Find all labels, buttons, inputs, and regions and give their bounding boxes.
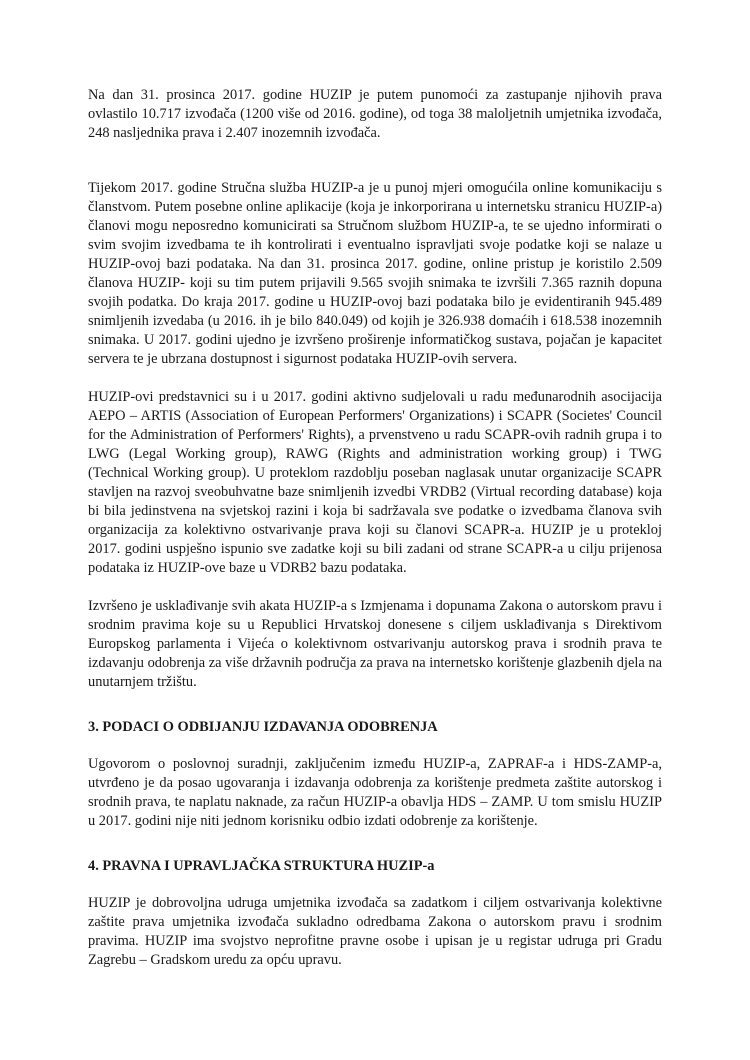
section-3-heading: 3. PODACI O ODBIJANJU IZDAVANJA ODOBRENJA [88,719,438,735]
section-4-paragraph: HUZIP je dobrovoljna udruga umjetnika izvođača sa zadatkom i ciljem ostvarivanja kolektivne zaštite prava umjetnika izvođača sukladno odredbama Zakona o autorskom pravu i srodnim pravima. HUZIP ima svojstvo neprofitne pravne osobe i upisan je u registar udruga pri Gradu Zagrebu – Gradskom uredu za opću upravu. [88,895,662,968]
section-3-paragraph: Ugovorom o poslovnoj suradnji, zaključenim između HUZIP-a, ZAPRAF-a i HDS-ZAMP-a, utvrđeno je da posao ugovaranja i izdavanja odobrenja za korištenje predmeta zaštite autorskog i srodnih prava, te naplatu naknade, za račun HUZIP-a obavlja HDS – ZAMP. U tom smislu HUZIP u 2017. godini nije niti jednom korisniku odbio izdati odobrenje za korištenje. [88,756,662,829]
paragraph-authorizations: Na dan 31. prosinca 2017. godine HUZIP je putem punomoći za zastupanje njihovih prava ovlastilo 10.717 izvođača (1200 više od 2016. godine), od toga 38 maloljetnih umjetnika izvođača, 248 nasljednika prava i 2.407 inozemnih izvođača. [88,87,662,141]
paragraph-international-associations: HUZIP-ovi predstavnici su i u 2017. godini aktivno sudjelovali u radu međunarodnih asocijacija AEPO – ARTIS (Association of European Performers' Organizations) i SCAPR (Societes' Council for the Administration of Performers' Rights), a prvenstveno u radu SCAPR-ovih radnih grupa i to LWG (Legal Working group), RAWG (Rights and administration working group) i TWG (Technical Working group). U proteklom razdoblju poseban naglasak unutar organizacije SCAPR stavljen na razvoj sveobuhvatne baze snimljenih izvedbi VRDB2 (Virtual recording database) koja bi bila jedinstvena na svjetskoj razini i koja bi sadržavala sve podatke o izvedbama članova svih organizacija za kolektivno ostvarivanje prava koji su članovi SCAPR-a. HUZIP je u protekloj 2017. godini uspješno ispunio sve zadatke koji su bili zadani od strane SCAPR-a u cilju prijenosa podataka iz HUZIP-ove baze u VDRB2 bazu podataka. [88,389,662,576]
document-page [88,86,662,970]
paragraph-legal-harmonization: Izvršeno je usklađivanje svih akata HUZIP-a s Izmjenama i dopunama Zakona o autorskom pravu i srodnim pravima koje su u Republici Hrvatskoj donesene s ciljem usklađivanja s Direktivom Europskog parlamenta i Vijeća o kolektivnom ostvarivanju autorskog prava i srodnih prava te izdavanju odobrenja za više državnih područja za prava na internetsko korištenje glazbenih djela na unutarnjem tržištu. [88,598,662,690]
paragraph-online-communication: Tijekom 2017. godine Stručna služba HUZIP-a je u punoj mjeri omogućila online komunikaciju s članstvom. Putem posebne online aplikacije (koja je inkorporirana u internetsku stranicu HUZIP-a) članovi mogu neposredno komunicirati sa Stručnom službom HUZIP-a, te se ujedno informirati o svim svojim izvedbama te ih kontrolirati i eventualno ispravljati svoje podatke koji se nalaze u HUZIP-ovoj bazi podataka. Na dan 31. prosinca 2017. godine, online pristup je koristilo 2.509 članova HUZIP- koji su tim putem prijavili 9.565 svojih snimaka te izvršili 7.365 raznih dopuna svojih podatka. Do kraja 2017. godine u HUZIP-ovoj bazi podataka bilo je evidentiranih 945.489 snimljenih izvedaba (u 2016. ih je bilo 840.049) od kojih je 326.938 domaćih i 618.538 inozemnih snimaka. U 2017. godini ujedno je izvršeno proširenje informatičkog sustava, pojačan je kapacitet servera te je ubrzana dostupnost i sigurnost podataka HUZIP-ovih servera. [88,180,662,367]
section-4-heading: 4. PRAVNA I UPRAVLJAČKA STRUKTURA HUZIP-a [88,858,435,874]
